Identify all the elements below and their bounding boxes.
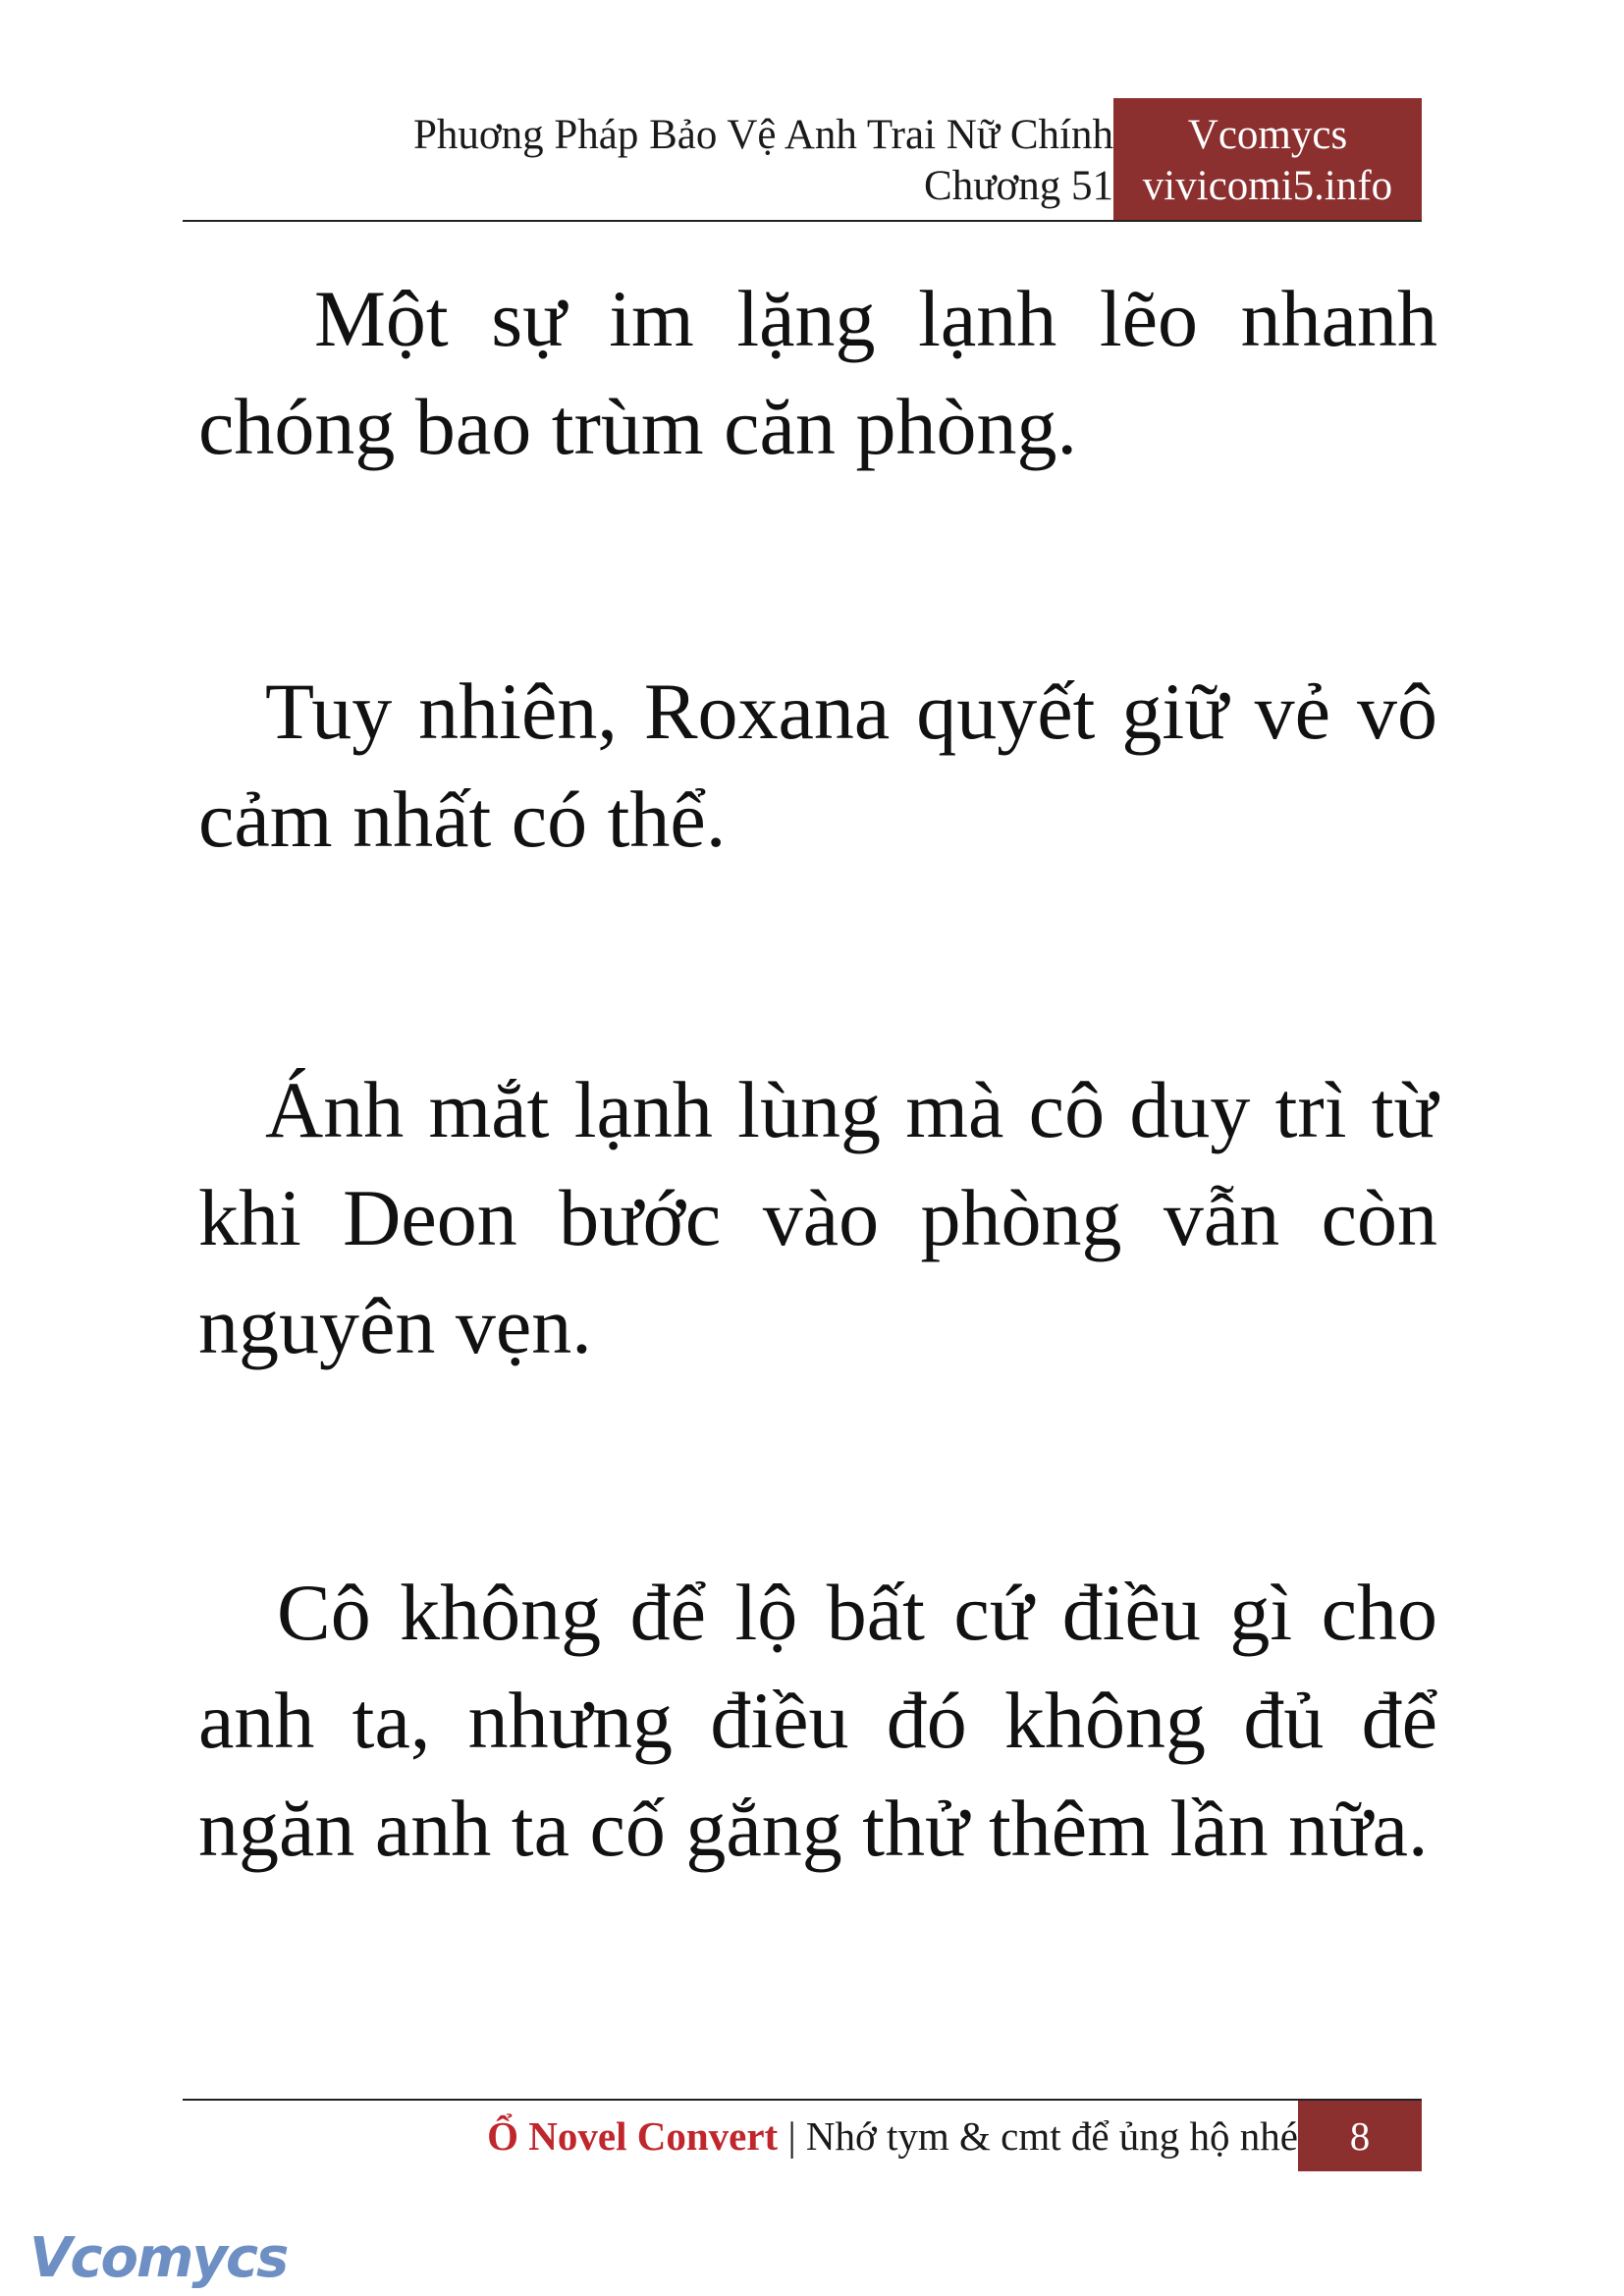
page-number: 8 bbox=[1298, 2101, 1422, 2171]
header-title-block bbox=[413, 110, 1113, 212]
site-badge bbox=[1113, 98, 1422, 220]
site-url: vivicomi5.info bbox=[1142, 163, 1393, 209]
paragraph-2: Tuy nhiên, Roxana quyết giữ vẻ vô cảm nhất có thể. bbox=[198, 667, 1437, 864]
paragraph-1: Một sự im lặng lạnh lẽo nhanh chóng bao trùm căn phòng. bbox=[198, 274, 1437, 471]
header-divider bbox=[183, 220, 1422, 222]
book-title: Phuơng Pháp Bảo Vệ Anh Trai Nữ Chính bbox=[412, 112, 1113, 158]
site-name: Vcomycs bbox=[1187, 112, 1348, 158]
chapter-label: Chương 51 bbox=[924, 163, 1113, 209]
footer-brand: Ổ Novel Convert bbox=[487, 2113, 779, 2159]
page-footer bbox=[183, 2101, 1422, 2171]
footer-separator: | bbox=[787, 2113, 796, 2159]
paragraph-4: Cô không để lộ bất cứ điều gì cho anh ta, nhưng điều đó không đủ để ngăn anh ta cố gắng thử thêm lần nữa. bbox=[198, 1568, 1437, 1873]
footer-text bbox=[487, 2110, 1298, 2162]
footer-note: Nhớ tym & cmt để ủng hộ nhé bbox=[805, 2113, 1298, 2159]
paragraph-3: Ánh mắt lạnh lùng mà cô duy trì từ khi Deon bước vào phòng vẫn còn nguyên vẹn. bbox=[198, 1065, 1437, 1370]
watermark-logo: Vcomycs bbox=[29, 2226, 288, 2290]
page-header bbox=[183, 98, 1422, 220]
